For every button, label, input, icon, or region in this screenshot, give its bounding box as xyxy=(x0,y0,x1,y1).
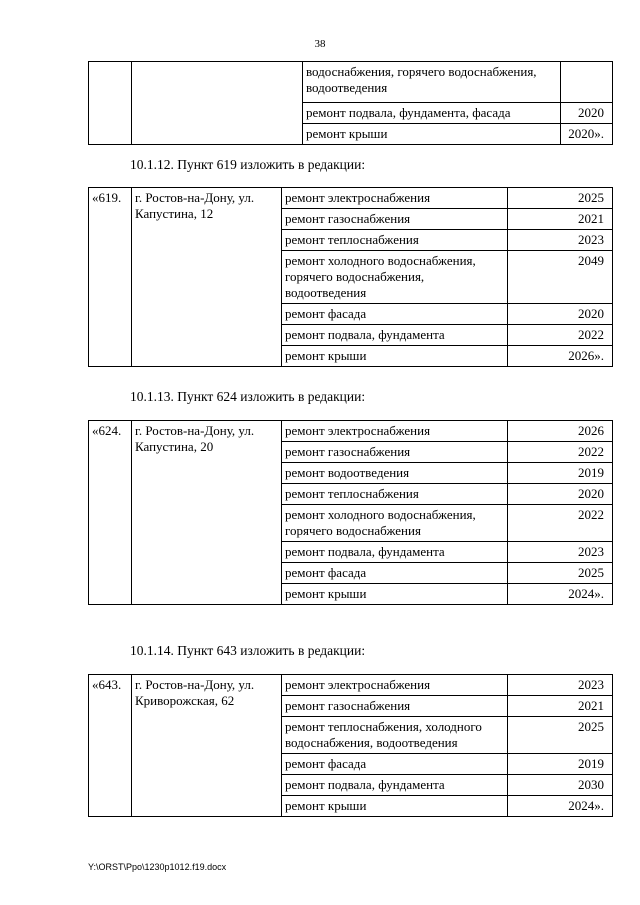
section-heading: 10.1.13. Пункт 624 изложить в редакции: xyxy=(130,389,366,404)
work-cell: ремонт крыши xyxy=(282,584,508,605)
section-heading: 10.1.14. Пункт 643 изложить в редакции: xyxy=(130,643,366,658)
work-cell: ремонт водоотведения xyxy=(282,463,508,484)
work-cell: водоснабжения, горячего водоснабжения, водоотведения xyxy=(303,62,561,103)
address-cell: г. Ростов-на-Дону, ул. Капустина, 20 xyxy=(132,421,282,605)
work-cell: ремонт газоснабжения xyxy=(282,696,508,717)
work-cell: ремонт подвала, фундамента, фасада xyxy=(303,103,561,124)
work-cell: ремонт газоснабжения xyxy=(282,209,508,230)
work-cell: ремонт крыши xyxy=(282,346,508,367)
year-cell: 2024». xyxy=(508,584,613,605)
section-heading: 10.1.12. Пункт 619 изложить в редакции: xyxy=(130,157,366,172)
section-table-643 xyxy=(88,674,613,817)
page-number: 38 xyxy=(314,38,326,50)
work-cell: ремонт холодного водоснабжения, горячего водоснабжения, водоотведения xyxy=(282,251,508,304)
year-cell: 2022 xyxy=(508,442,613,463)
address-cell: г. Ростов-на-Дону, ул. Капустина, 12 xyxy=(132,188,282,367)
year-cell: 2030 xyxy=(508,775,613,796)
year-cell: 2023 xyxy=(508,230,613,251)
year-cell: 2026». xyxy=(508,346,613,367)
item-number: «624. xyxy=(89,421,132,605)
work-cell: ремонт подвала, фундамента xyxy=(282,542,508,563)
item-number: «643. xyxy=(89,675,132,817)
work-cell: ремонт электроснабжения xyxy=(282,188,508,209)
year-cell xyxy=(561,62,613,103)
work-cell: ремонт холодного водоснабжения, горячего водоснабжения xyxy=(282,505,508,542)
year-cell: 2025 xyxy=(508,188,613,209)
num-cell xyxy=(89,62,132,145)
year-cell: 2023 xyxy=(508,542,613,563)
work-cell: ремонт теплоснабжения xyxy=(282,484,508,505)
year-cell: 2026 xyxy=(508,421,613,442)
year-cell: 2021 xyxy=(508,696,613,717)
year-cell: 2020 xyxy=(508,484,613,505)
address-cell: г. Ростов-на-Дону, ул. Криворожская, 62 xyxy=(132,675,282,817)
table-row xyxy=(89,675,613,696)
year-cell: 2019 xyxy=(508,463,613,484)
table-row xyxy=(89,421,613,442)
year-cell: 2020 xyxy=(561,103,613,124)
work-cell: ремонт теплоснабжения xyxy=(282,230,508,251)
work-cell: ремонт электроснабжения xyxy=(282,675,508,696)
file-path-footer: Y:\ORST\Ppo\1230p1012.f19.docx xyxy=(88,862,227,872)
work-cell: ремонт фасада xyxy=(282,754,508,775)
year-cell: 2024». xyxy=(508,796,613,817)
section-table-624 xyxy=(88,420,613,605)
year-cell: 2025 xyxy=(508,563,613,584)
continuation-table xyxy=(88,61,613,145)
work-cell: ремонт электроснабжения xyxy=(282,421,508,442)
work-cell: ремонт фасада xyxy=(282,304,508,325)
table-row xyxy=(89,188,613,209)
work-cell: ремонт фасада xyxy=(282,563,508,584)
year-cell: 2022 xyxy=(508,325,613,346)
work-cell: ремонт теплоснабжения, холодного водоснабжения, водоотведения xyxy=(282,717,508,754)
year-cell: 2025 xyxy=(508,717,613,754)
year-cell: 2020». xyxy=(561,124,613,145)
year-cell: 2022 xyxy=(508,505,613,542)
year-cell: 2049 xyxy=(508,251,613,304)
section-table-619 xyxy=(88,187,613,367)
table-row xyxy=(89,62,613,103)
work-cell: ремонт крыши xyxy=(303,124,561,145)
year-cell: 2019 xyxy=(508,754,613,775)
work-cell: ремонт подвала, фундамента xyxy=(282,775,508,796)
work-cell: ремонт крыши xyxy=(282,796,508,817)
year-cell: 2021 xyxy=(508,209,613,230)
work-cell: ремонт газоснабжения xyxy=(282,442,508,463)
work-cell: ремонт подвала, фундамента xyxy=(282,325,508,346)
year-cell: 2023 xyxy=(508,675,613,696)
item-number: «619. xyxy=(89,188,132,367)
year-cell: 2020 xyxy=(508,304,613,325)
address-cell xyxy=(132,62,303,145)
